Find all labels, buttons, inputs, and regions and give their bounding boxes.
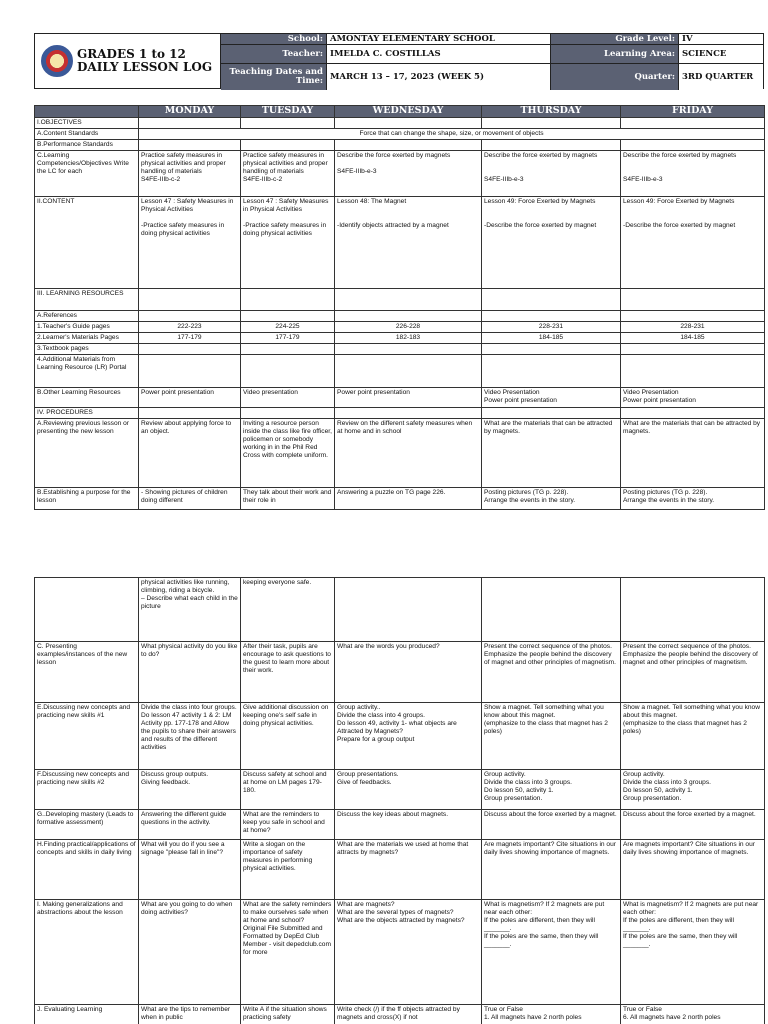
day-cell-thursday: Group activity. Divide the class into 3 groups. Do lesson 50, activity 1. Group presentation. xyxy=(482,770,621,810)
day-cell-monday: Practice safety measures in physical activities and proper handling of materials S4FE-IIIb-c-2 xyxy=(139,151,241,197)
day-cell-tuesday: keeping everyone safe. xyxy=(241,578,335,642)
day-cell-friday: Discuss about the force exerted by a magnet. xyxy=(621,810,765,840)
day-cell-wednesday xyxy=(335,140,482,151)
day-cell-friday: True or False 6. All magnets have 2 north poles xyxy=(621,1005,765,1024)
day-cell-tuesday xyxy=(241,344,335,355)
row-label: 3.Textbook pages xyxy=(35,344,139,355)
day-cell-friday: Present the correct sequence of the photos. Emphasize the people behind the discovery of magnet and other principles of magnetism. xyxy=(621,642,765,703)
day-cell-wednesday xyxy=(335,344,482,355)
day-cell-tuesday xyxy=(241,118,335,129)
row-label: II.CONTENT xyxy=(35,197,139,289)
day-cell-monday: - Showing pictures of children doing different xyxy=(139,488,241,510)
day-cell-thursday: True or False 1. All magnets have 2 north poles xyxy=(482,1005,621,1024)
quarter-label: Quarter: xyxy=(551,64,679,90)
table-row xyxy=(35,289,765,311)
table-row xyxy=(35,322,765,333)
row-label: G..Developing mastery (Leads to formative assessment) xyxy=(35,810,139,840)
day-cell-tuesday: Give additional discussion on keeping one's self safe in doing physical activities. xyxy=(241,703,335,770)
day-cell-monday xyxy=(139,118,241,129)
day-cell-monday: Discuss group outputs. Giving feedback. xyxy=(139,770,241,810)
day-cell-friday xyxy=(621,140,765,151)
day-cell-wednesday xyxy=(335,578,482,642)
day-cell-friday: Are magnets important? Cite situations in our daily lives showing importance of magnets. xyxy=(621,840,765,900)
day-cell-friday xyxy=(621,289,765,311)
row-label: B.Other Learning Resources xyxy=(35,388,139,408)
table-row xyxy=(35,408,765,419)
day-cell-wednesday: Write check (/) if the ff objects attracted by magnets and cross(X) if not xyxy=(335,1005,482,1024)
day-cell-tuesday: Video presentation xyxy=(241,388,335,408)
day-cell-monday: Review about applying force to an object. xyxy=(139,419,241,488)
row-label: B.Performance Standards xyxy=(35,140,139,151)
day-cell-thursday xyxy=(482,118,621,129)
day-cell-wednesday: Group presentations. Give of feedbacks. xyxy=(335,770,482,810)
day-cell-wednesday: 226-228 xyxy=(335,322,482,333)
dates-value: MARCH 13 – 17, 2023 (WEEK 5) xyxy=(327,64,551,90)
day-cell-tuesday: Discuss safety at school and at home on LM pages 179-180. xyxy=(241,770,335,810)
day-cell-friday: 228-231 xyxy=(621,322,765,333)
day-cell-friday: What is magnetism? If 2 magnets are put near each other: If the poles are different, then they will _______. If the poles are the same, then they will _______. xyxy=(621,900,765,1005)
day-cell-monday: Divide the class into four groups. Do lesson 47 activity 1 & 2: LM Activity pp. 177-178 and Allow the pupils to share their answers and results of the different activities xyxy=(139,703,241,770)
day-cell-tuesday: Write a slogan on the importance of safety measures in performing physical activities. xyxy=(241,840,335,900)
table-row xyxy=(35,840,765,900)
dates-label: Teaching Dates and Time: xyxy=(221,64,327,90)
day-cell-wednesday: Describe the force exerted by magnets S4FE-IIIb-e-3 xyxy=(335,151,482,197)
lesson-table-part-2 xyxy=(34,577,765,1024)
school-value: AMONTAY ELEMENTARY SCHOOL xyxy=(327,34,551,45)
day-cell-friday: Video Presentation Power point presentation xyxy=(621,388,765,408)
day-cell-monday: What physical activity do you like to do? xyxy=(139,642,241,703)
day-cell-friday: What are the materials that can be attracted by magnets. xyxy=(621,419,765,488)
row-span-cell: Force that can change the shape, size, or movement of objects xyxy=(139,129,765,140)
day-cell-tuesday: After their task, pupils are encourage to ask questions to the guest to learn more about their work. xyxy=(241,642,335,703)
day-cell-friday: Lesson 49: Force Exerted by Magnets -Describe the force exerted by magnet xyxy=(621,197,765,289)
quarter-value: 3RD QUARTER xyxy=(679,64,763,90)
day-cell-tuesday: Write A if the situation shows practicing safety xyxy=(241,1005,335,1024)
table-row xyxy=(35,419,765,488)
title-line-1: GRADES 1 to 12 xyxy=(77,47,186,61)
table-row xyxy=(35,355,765,388)
day-cell-tuesday: 224-225 xyxy=(241,322,335,333)
day-thursday: THURSDAY xyxy=(482,106,621,118)
day-cell-thursday: What is magnetism? If 2 magnets are put near each other: If the poles are different, then they will _______. If the poles are the same, then they will _______. xyxy=(482,900,621,1005)
day-cell-thursday xyxy=(482,311,621,322)
deped-seal-icon xyxy=(41,45,73,77)
day-cell-tuesday xyxy=(241,408,335,419)
day-cell-tuesday: Inviting a resource person inside the class like fire officer, policemen or somebody working in in the Phil Red Cross with complete uniform. xyxy=(241,419,335,488)
day-cell-tuesday: 177-179 xyxy=(241,333,335,344)
day-cell-wednesday: Review on the different safety measures when at home and in school xyxy=(335,419,482,488)
day-cell-thursday: Discuss about the force exerted by a magnet. xyxy=(482,810,621,840)
day-cell-wednesday xyxy=(335,118,482,129)
day-cell-thursday xyxy=(482,140,621,151)
table-row xyxy=(35,118,765,129)
row-label: I. Making generalizations and abstractions about the lesson xyxy=(35,900,139,1005)
day-cell-friday xyxy=(621,578,765,642)
area-label: Learning Area: xyxy=(551,45,679,64)
day-cell-tuesday: Practice safety measures in physical activities and proper handling of materials S4FE-IIIb-c-2 xyxy=(241,151,335,197)
row-label: E.Discussing new concepts and practicing new skills #1 xyxy=(35,703,139,770)
day-cell-monday: 177-179 xyxy=(139,333,241,344)
day-cell-wednesday: Discuss the key ideas about magnets. xyxy=(335,810,482,840)
table-row xyxy=(35,333,765,344)
day-cell-monday: Answering the different guide questions in the activity. xyxy=(139,810,241,840)
day-wednesday: WEDNESDAY xyxy=(335,106,482,118)
day-cell-thursday xyxy=(482,578,621,642)
day-cell-wednesday: Power point presentation xyxy=(335,388,482,408)
day-cell-tuesday xyxy=(241,140,335,151)
area-value: SCIENCE xyxy=(679,45,763,64)
table-row xyxy=(35,810,765,840)
day-cell-tuesday: They talk about their work and their role in xyxy=(241,488,335,510)
day-cell-thursday xyxy=(482,344,621,355)
row-label: C. Presenting examples/instances of the new lesson xyxy=(35,642,139,703)
row-label: H.Finding practical/applications of concepts and skills in daily living xyxy=(35,840,139,900)
day-cell-friday: Group activity. Divide the class into 3 groups. Do lesson 50, activity 1. Group presentation. xyxy=(621,770,765,810)
header-info-grid xyxy=(221,34,763,88)
day-cell-friday xyxy=(621,311,765,322)
day-cell-thursday: Lesson 49: Force Exerted by Magnets -Describe the force exerted by magnet xyxy=(482,197,621,289)
day-cell-wednesday: Lesson 48: The Magnet -Identify objects attracted by a magnet xyxy=(335,197,482,289)
day-cell-thursday: What are the materials that can be attracted by magnets. xyxy=(482,419,621,488)
day-cell-monday xyxy=(139,344,241,355)
day-cell-wednesday: What are magnets? What are the several types of magnets? What are the objects attracted by magnets? xyxy=(335,900,482,1005)
day-cell-thursday xyxy=(482,289,621,311)
day-cell-tuesday: What are the reminders to keep you safe in school and at home? xyxy=(241,810,335,840)
table-row xyxy=(35,703,765,770)
grade-label: Grade Level: xyxy=(551,34,679,45)
day-cell-tuesday xyxy=(241,289,335,311)
table-row xyxy=(35,129,765,140)
day-cell-friday xyxy=(621,118,765,129)
day-cell-wednesday: What are the words you produced? xyxy=(335,642,482,703)
day-monday: MONDAY xyxy=(139,106,241,118)
day-cell-friday: Show a magnet. Tell something what you know about this magnet. (emphasize to the class that magnet has 2 poles) xyxy=(621,703,765,770)
row-label: B.Establishing a purpose for the lesson xyxy=(35,488,139,510)
row-label: C.Learning Competencies/Objectives Write the LC for each xyxy=(35,151,139,197)
table-row xyxy=(35,151,765,197)
day-cell-wednesday xyxy=(335,311,482,322)
row-label: IV. PROCEDURES xyxy=(35,408,139,419)
row-label: III. LEARNING RESOURCES xyxy=(35,289,139,311)
lesson-log-header xyxy=(34,33,764,89)
table-row xyxy=(35,197,765,289)
row-label: A.Reviewing previous lesson or presenting the new lesson xyxy=(35,419,139,488)
day-tuesday: TUESDAY xyxy=(241,106,335,118)
day-cell-tuesday: What are the safety reminders to make ourselves safe when at home and school? Original File Submitted and Formatted by DepEd Club Member - visit depedclub.com for more xyxy=(241,900,335,1005)
row-label: 1.Teacher's Guide pages xyxy=(35,322,139,333)
corner-cell xyxy=(35,106,139,118)
row-label: F.Discussing new concepts and practicing new skills #2 xyxy=(35,770,139,810)
day-cell-wednesday: What are the materials we used at home that attracts by magnets? xyxy=(335,840,482,900)
day-cell-monday xyxy=(139,140,241,151)
table-row xyxy=(35,344,765,355)
day-cell-tuesday: Lesson 47 : Safety Measures in Physical Activities -Practice safety measures in doing physical activities xyxy=(241,197,335,289)
day-cell-tuesday xyxy=(241,355,335,388)
day-cell-friday: Posting pictures (TG p. 228). Arrange the events in the story. xyxy=(621,488,765,510)
day-cell-monday: 222-223 xyxy=(139,322,241,333)
table-row xyxy=(35,578,765,642)
day-cell-thursday: Posting pictures (TG p. 228). Arrange the events in the story. xyxy=(482,488,621,510)
day-cell-friday: 184-185 xyxy=(621,333,765,344)
teacher-label: Teacher: xyxy=(221,45,327,64)
table-row xyxy=(35,900,765,1005)
day-cell-friday xyxy=(621,344,765,355)
day-cell-wednesday: Group activity.. Divide the class into 4 groups. Do lesson 49, activity 1- what objects are Attracted by Magnets? Prepare for a group output xyxy=(335,703,482,770)
day-cell-wednesday xyxy=(335,408,482,419)
table-row xyxy=(35,311,765,322)
day-cell-monday: physical activities like running, climbing, riding a bicycle. – Describe what each child in the picture xyxy=(139,578,241,642)
table-row xyxy=(35,1005,765,1024)
day-cell-wednesday: Answering a puzzle on TG page 226. xyxy=(335,488,482,510)
day-cell-monday: What are the tips to remember when in public xyxy=(139,1005,241,1024)
table-row xyxy=(35,140,765,151)
day-cell-thursday: Show a magnet. Tell something what you know about this magnet. (emphasize to the class that magnet has 2 poles) xyxy=(482,703,621,770)
day-cell-monday: Power point presentation xyxy=(139,388,241,408)
day-cell-thursday xyxy=(482,355,621,388)
row-label: J. Evaluating Learning xyxy=(35,1005,139,1024)
day-friday: FRIDAY xyxy=(621,106,765,118)
day-cell-friday: Describe the force exerted by magnets S4FE-IIIb-e-3 xyxy=(621,151,765,197)
table-row xyxy=(35,388,765,408)
day-cell-thursday: Video Presentation Power point presentation xyxy=(482,388,621,408)
row-label: A.References xyxy=(35,311,139,322)
day-cell-wednesday xyxy=(335,289,482,311)
title-line-2: DAILY LESSON LOG xyxy=(77,60,213,74)
header-title-block xyxy=(35,34,221,88)
day-cell-thursday: Describe the force exerted by magnets S4FE-IIIb-e-3 xyxy=(482,151,621,197)
day-cell-monday xyxy=(139,289,241,311)
day-cell-monday xyxy=(139,355,241,388)
day-cell-wednesday xyxy=(335,355,482,388)
table-row xyxy=(35,488,765,510)
lesson-table-part-1 xyxy=(34,105,765,510)
day-cell-friday xyxy=(621,408,765,419)
day-cell-monday: Lesson 47 : Safety Measures in Physical Activities -Practice safety measures in doing physical activities xyxy=(139,197,241,289)
day-header-row xyxy=(35,106,765,118)
row-label: 2.Learner's Materials Pages xyxy=(35,333,139,344)
school-label: School: xyxy=(221,34,327,45)
row-label: A.Content Standards xyxy=(35,129,139,140)
day-cell-monday: What are you going to do when doing activities? xyxy=(139,900,241,1005)
row-label: 4.Additional Materials from Learning Resource (LR) Portal xyxy=(35,355,139,388)
day-cell-monday xyxy=(139,311,241,322)
day-cell-tuesday xyxy=(241,311,335,322)
day-cell-thursday xyxy=(482,408,621,419)
day-cell-thursday: Present the correct sequence of the photos. Emphasize the people behind the discovery of magnet and other principles of magnetism. xyxy=(482,642,621,703)
table-row xyxy=(35,770,765,810)
day-cell-monday: What will you do if you see a signage "please fall in line"? xyxy=(139,840,241,900)
table-row xyxy=(35,642,765,703)
day-cell-friday xyxy=(621,355,765,388)
grade-value: IV xyxy=(679,34,763,45)
teacher-value: IMELDA C. COSTILLAS xyxy=(327,45,551,64)
day-cell-monday xyxy=(139,408,241,419)
day-cell-thursday: 184-185 xyxy=(482,333,621,344)
day-cell-wednesday: 182-183 xyxy=(335,333,482,344)
day-cell-thursday: 228-231 xyxy=(482,322,621,333)
day-cell-thursday: Are magnets important? Cite situations in our daily lives showing importance of magnets. xyxy=(482,840,621,900)
row-label: I.OBJECTIVES xyxy=(35,118,139,129)
row-label xyxy=(35,578,139,642)
